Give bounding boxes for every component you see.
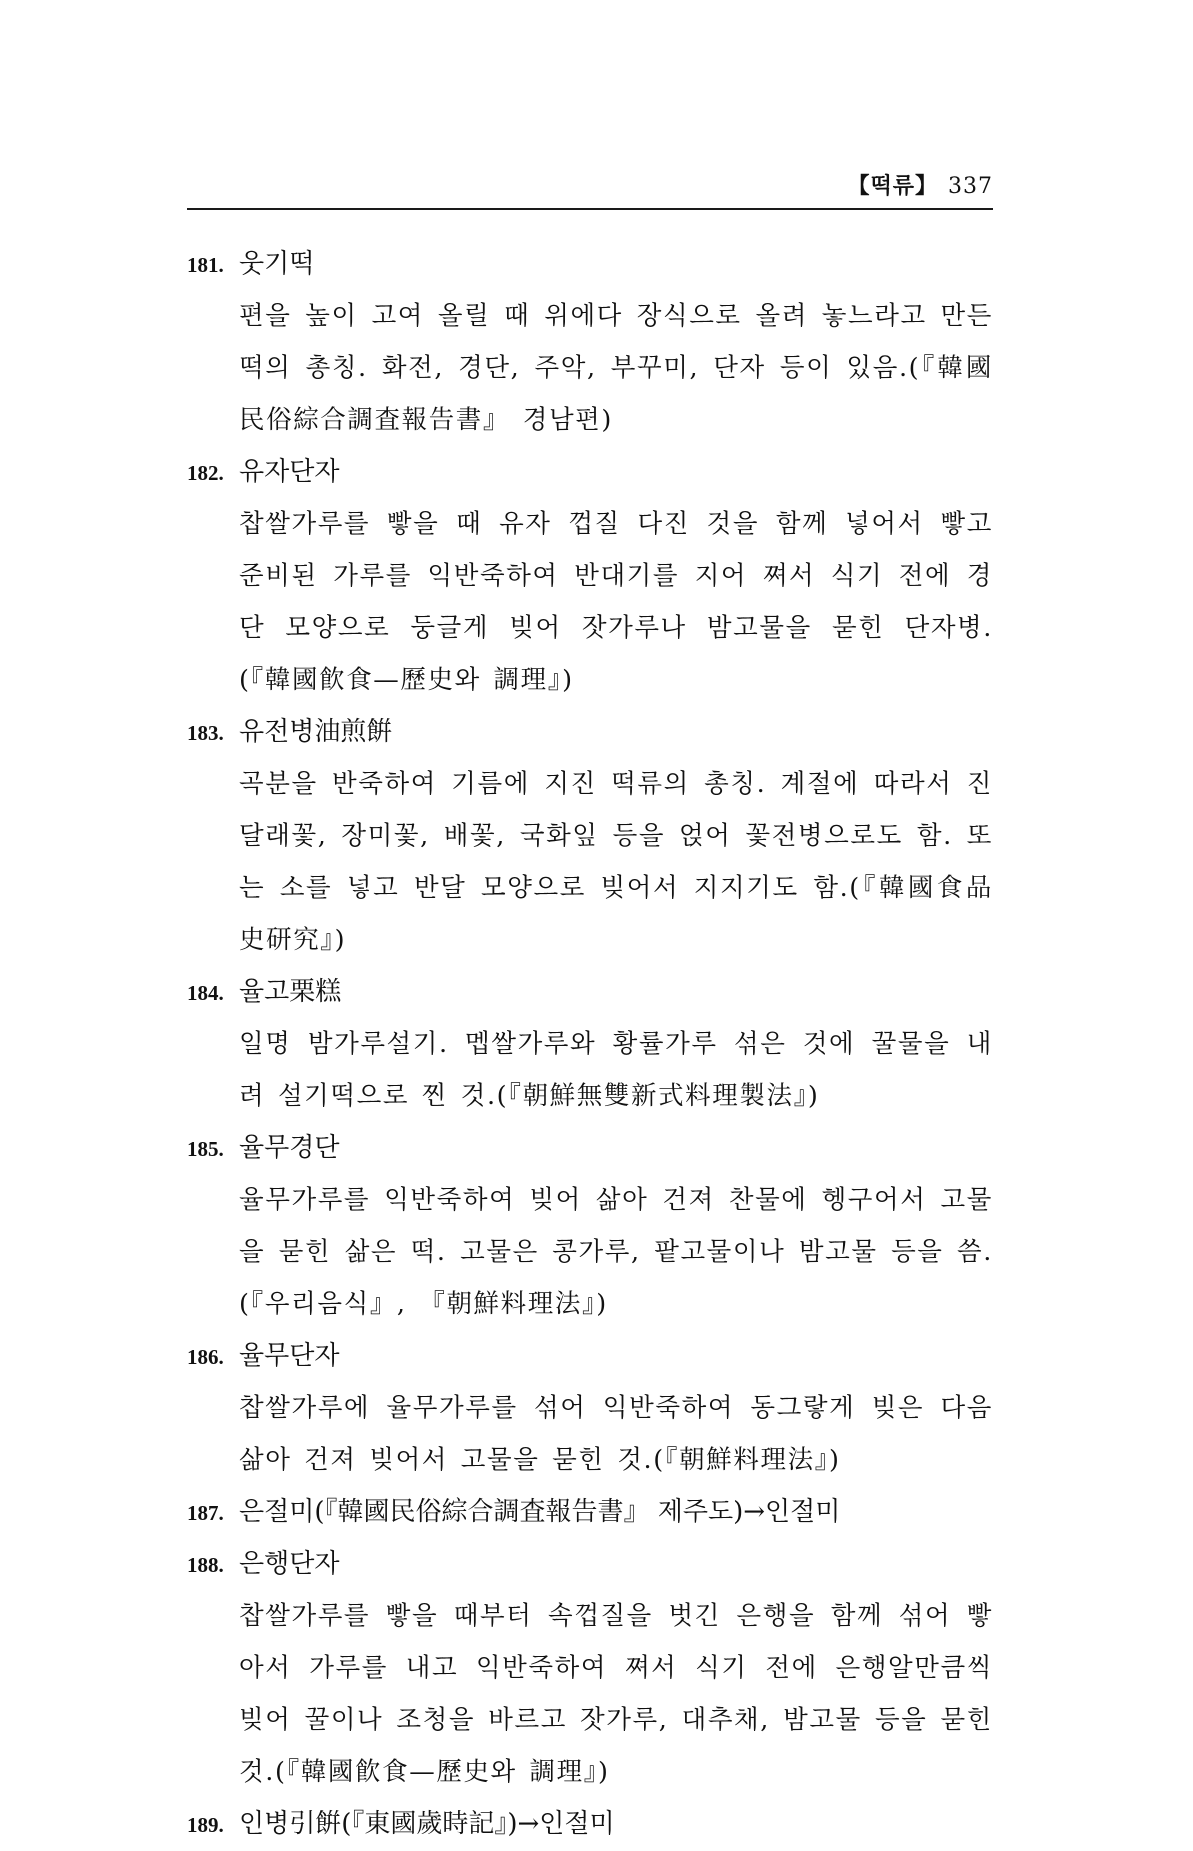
- entry-body: 찹쌀가루에 율무가루를 섞어 익반죽하여 동그랗게 빚은 다음 삶아 건져 빚어서 고물을 묻힌 것.(『朝鮮料理法』): [239, 1393, 993, 1475]
- entry-heading: [187, 1486, 993, 1538]
- entry-title: 유자단자: [239, 457, 340, 487]
- entry-heading: [187, 706, 993, 758]
- entry-heading: [187, 966, 993, 1018]
- entry-title: 웃기떡: [239, 249, 315, 279]
- entry-number: 183.: [187, 721, 224, 745]
- entry-heading: [187, 1798, 993, 1850]
- page-number: 337: [948, 174, 993, 199]
- entry-heading: [187, 1538, 993, 1590]
- entry-number: 186.: [187, 1345, 224, 1369]
- entry-183: [187, 706, 993, 966]
- entry-body: 일명 밤가루설기. 멥쌀가루와 황률가루 섞은 것에 꿀물을 내려 설기떡으로 찐 것.(『朝鮮無雙新式料理製法』): [239, 1029, 993, 1111]
- entry-182: [187, 446, 993, 706]
- entry-title: 유전병油煎餠: [239, 717, 393, 747]
- entry-title: 인병引餠(『東國歲時記』)→인절미: [239, 1809, 615, 1839]
- entry-title: 율무단자: [239, 1341, 340, 1371]
- entry-body: 율무가루를 익반죽하여 빚어 삶아 건져 찬물에 헹구어서 고물을 묻힌 삶은 떡. 고물은 콩가루, 팥고물이나 밤고물 등을 씀.(『우리음식』, 『朝鮮料理法』): [239, 1185, 993, 1319]
- entry-184: [187, 966, 993, 1122]
- entry-heading: [187, 446, 993, 498]
- page-header: [187, 150, 993, 210]
- entry-number: 181.: [187, 253, 224, 277]
- entry-number: 182.: [187, 461, 224, 485]
- entry-number: 188.: [187, 1553, 224, 1577]
- entry-title: 은절미(『韓國民俗綜合調査報告書』 제주도)→인절미: [239, 1497, 841, 1527]
- running-header: [847, 169, 993, 200]
- entry-number: 185.: [187, 1137, 224, 1161]
- entry-list: [187, 238, 993, 1850]
- entry-189: [187, 1798, 993, 1850]
- entry-number: 187.: [187, 1501, 224, 1525]
- entry-body: 편을 높이 고여 올릴 때 위에다 장식으로 올려 놓느라고 만든 떡의 총칭. 화전, 경단, 주악, 부꾸미, 단자 등이 있음.(『韓國民俗綜合調査報告書』 경남편): [239, 301, 993, 435]
- entry-188: [187, 1538, 993, 1798]
- entry-186: [187, 1330, 993, 1486]
- entry-title: 율고栗糕: [239, 977, 342, 1007]
- entry-body: 찹쌀가루를 빻을 때 유자 껍질 다진 것을 함께 넣어서 빻고 준비된 가루를 익반죽하여 반대기를 지어 쪄서 식기 전에 경단 모양으로 둥글게 빚어 잣가루나 밤고물을 묻힌 단자병.(『韓國飮食—歷史와 調理』): [239, 509, 993, 695]
- entry-body: 찹쌀가루를 빻을 때부터 속껍질을 벗긴 은행을 함께 섞어 빻아서 가루를 내고 익반죽하여 쪄서 식기 전에 은행알만큼씩 빚어 꿀이나 조청을 바르고 잣가루, 대추채, 밤고물 등을 묻힌 것.(『韓國飮食—歷史와 調理』): [239, 1601, 993, 1787]
- entry-heading: [187, 1122, 993, 1174]
- entry-181: [187, 238, 993, 446]
- entry-title: 율무경단: [239, 1133, 340, 1163]
- entry-number: 184.: [187, 981, 224, 1005]
- entry-187: [187, 1486, 993, 1538]
- entry-heading: [187, 238, 993, 290]
- entry-number: 189.: [187, 1813, 224, 1837]
- entry-title: 은행단자: [239, 1549, 340, 1579]
- section-label: 【떡류】: [847, 173, 938, 199]
- entry-185: [187, 1122, 993, 1330]
- entry-body: 곡분을 반죽하여 기름에 지진 떡류의 총칭. 계절에 따라서 진달래꽃, 장미꽃, 배꽃, 국화잎 등을 얹어 꽃전병으로도 함. 또는 소를 넣고 반달 모양으로 빚어서 지지기도 함.(『韓國食品史研究』): [239, 769, 993, 955]
- entry-heading: [187, 1330, 993, 1382]
